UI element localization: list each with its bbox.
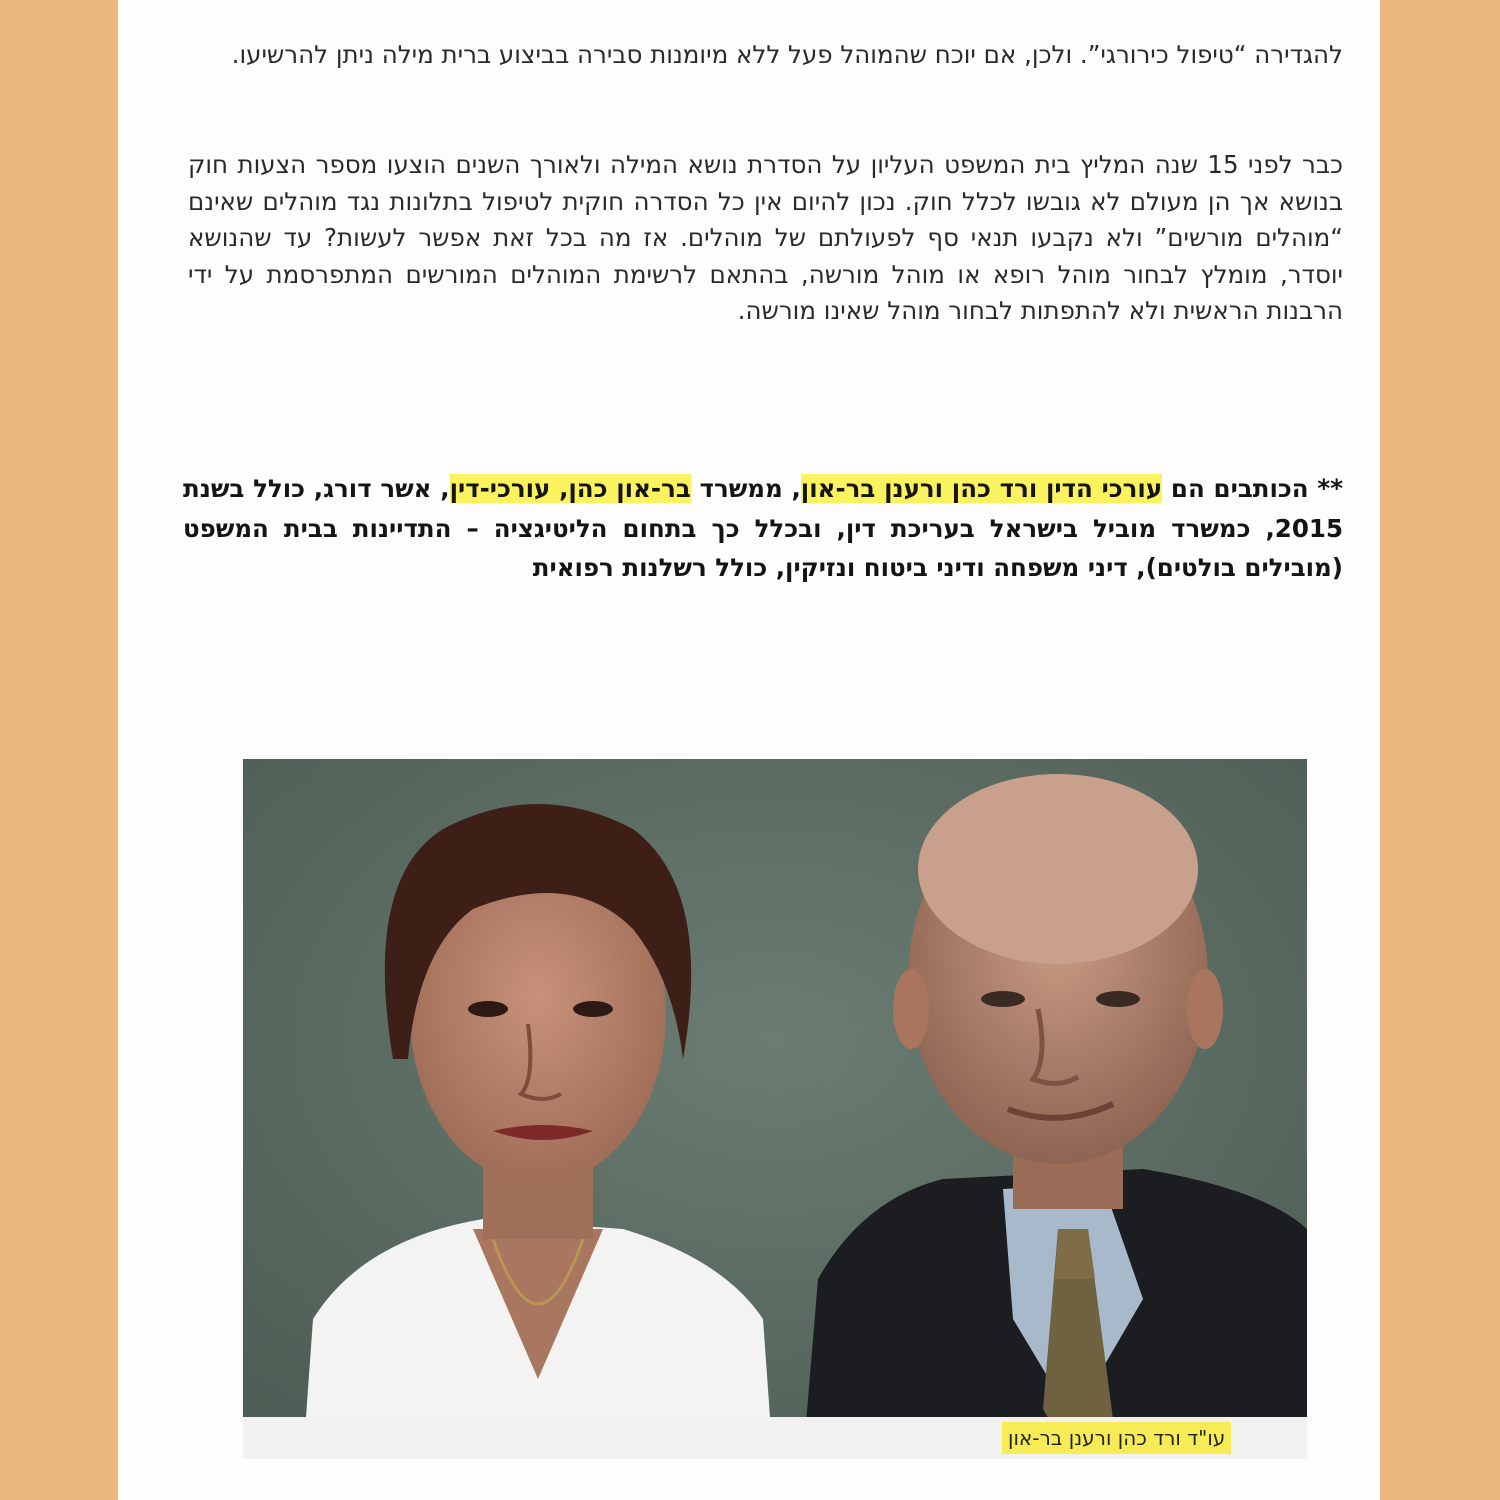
authors-photo bbox=[243, 759, 1307, 1459]
law-firm-highlight: בר-און כהן, עורכי-דין bbox=[449, 474, 691, 503]
authors-note-suffix: , אשר דורג, כולל בשנת 2015, כמשרד מוביל בישראל בעריכת דין, ובכלל כך בתחום הליטיגציה – התדיינות בבית המשפט (מובילים בולטים), דיני משפחה ודיני ביטוח ונזיקין, כולל רשלנות רפואית bbox=[183, 474, 1343, 582]
article-paragraph-1: להגדירה “טיפול כירורגי”. ולכן, אם יוכח שהמוהל פעל ללא מיומנות סבירה בביצוע ברית מילה ניתן להרשיעו. bbox=[231, 40, 1343, 69]
photo-caption: עו"ד ורד כהן ורענן בר-און bbox=[1002, 1422, 1231, 1454]
authors-note bbox=[183, 469, 1343, 588]
article-paragraph-2: כבר לפני 15 שנה המליץ בית המשפט העליון על הסדרת נושא המילה ולאורך השנים הוצעו מספר הצעות חוק בנושא אך הן מעולם לא גובשו לכלל חוק. נכון להיום אין כל הסדרה חוקית לטיפול בתלונות נגד מוהלים שאינם “מוהלים מורשים” ולא נקבעו תנאי סף לפעולתם של מוהלים. אז מה בכל זאת אפשר לעשות? עד שהנושא יוסדר, מומלץ לבחור מוהל רופא או מוהל מורשה, בהתאם לרשימת המוהלים המורשים המתפרסמת על ידי הרבנות הראשית ולא להתפתות לבחור מוהל שאינו מורשה. bbox=[188, 150, 1343, 325]
authors-portrait-illustration bbox=[243, 759, 1307, 1459]
authors-note-prefix: ** הכותבים הם bbox=[1162, 474, 1344, 503]
authors-note-middle: , ממשרד bbox=[690, 474, 801, 503]
author-names-highlight: עורכי הדין ורד כהן ורענן בר-און bbox=[800, 474, 1163, 503]
document-page bbox=[118, 0, 1380, 1500]
